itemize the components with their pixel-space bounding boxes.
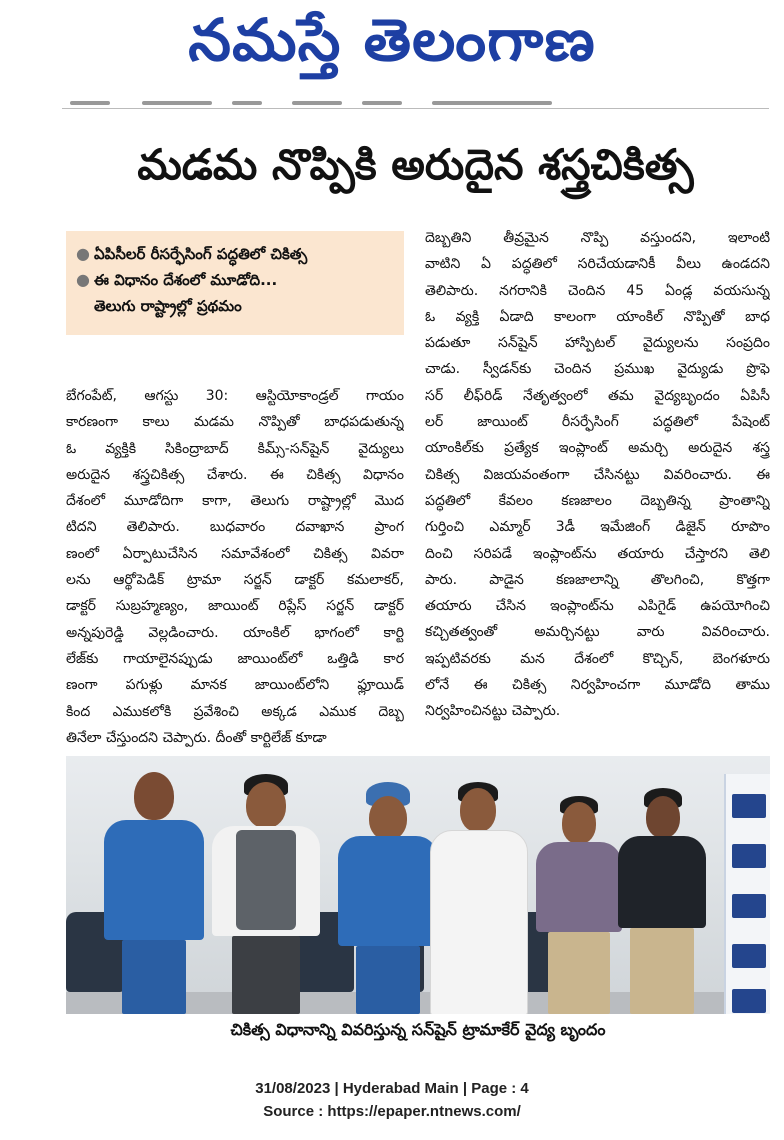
article-line: ణంగా పగుళ్లు మానక జాయింట్‌లోని ఫ్లూయిడ్	[66, 677, 404, 694]
article-line: గుర్తించి ఎమ్మార్ 3డీ ఇమేజింగ్ డిజైన్ రూపొం	[425, 519, 770, 536]
article-line: దేశంలో మూడోదిగా కాగా, తెలుగు రాష్ట్రాల్లో మొద	[66, 493, 404, 510]
banner-logo	[732, 844, 766, 868]
banner-logo	[732, 989, 766, 1013]
article-line: సర్ లీఫ్‌రిడ్ నేతృత్వంలో తమ వైద్యబృందం ఏపిసీ	[425, 387, 770, 404]
banner-logo	[732, 894, 766, 918]
article-column-left	[66, 383, 404, 751]
article-line: కింద ఎముకలోకి ప్రవేశించి అక్కడ ఎముక దెబ్బ	[66, 703, 404, 720]
article-line: నిర్వహించినట్టు చెప్పారు.	[425, 703, 561, 720]
article-line: పద్ధతిలో కేవలం కణజాలం దెబ్బతిన్న ప్రాంతాన్ని	[425, 492, 770, 509]
article-line: లోనే ఈ చికిత్స నిర్వహించగా మూడోది తాము	[425, 677, 770, 694]
article-line: దెబ్బతిని తీవ్రమైన నొప్పి వస్తుందని, ఇలాంటి	[425, 230, 770, 246]
article-line: డాక్టర్ సుబ్రహ్మణ్యం, జాయింట్ రిప్లేస్ సర్జన్ డాక్టర్	[66, 598, 404, 615]
divider	[62, 108, 769, 109]
article-line: తయారు చేసిన ఇంప్లాంట్‌ను ఎపిగైడ్ ఉపయోగించి	[425, 598, 770, 615]
article-line: తినేలా చేస్తుందని చెప్పారు. దీంతో కార్టిలేజ్ కూడా	[66, 729, 327, 746]
strip-mark	[232, 101, 262, 105]
article-line: ణంలో ఏర్పాటుచేసిన సమావేశంలో చికిత్స వివరా	[66, 545, 404, 562]
header-strip	[62, 95, 769, 111]
banner-logo	[732, 794, 766, 818]
article-line: లను ఆర్థోపెడిక్ ట్రామా సర్జన్ డాక్టర్ కమలాకర్,	[66, 572, 404, 589]
person-6	[614, 788, 710, 1014]
article-line: ఓ వ్యక్తి ఏడాది కాలంగా యాంకిల్ నొప్పితో బాధ	[425, 308, 770, 325]
strip-mark	[70, 101, 110, 105]
sponsor-banner	[724, 774, 770, 1014]
article-line: బేగంపేట్, ఆగస్టు 30: ఆస్టియోకాండ్రల్ గాయం	[66, 388, 404, 404]
article-line: పడుతూ సన్‌షైన్ హాస్పిటల్ వైద్యులను సంప్రదిం	[425, 335, 770, 352]
strip-mark	[362, 101, 402, 105]
highlight-item	[76, 267, 394, 293]
person-4	[428, 782, 528, 1014]
highlight-text: ఏపిసీలర్ రీసర్ఫేసింగ్ పద్ధతిలో చికిత్స	[94, 245, 308, 263]
strip-mark	[432, 101, 552, 105]
photo-caption: చికిత్స విధానాన్ని వివరిస్తున్న సన్‌షైన్ ట్రామాకేర్ వైద్య బృందం	[230, 1020, 606, 1039]
article-line: వాటిని ఏ పద్ధతిలో సరిచేయడానికీ వీలు ఉండదని	[425, 256, 770, 273]
page-footer	[0, 1077, 784, 1123]
article-line: అన్నపురెడ్డి వెల్లడించారు. యాంకిల్ భాగంలో కార్టి	[66, 624, 404, 641]
article-line: పారు. పాడైన కణజాలాన్ని తొలగించి, కొత్తగా	[425, 571, 770, 588]
newspaper-logo: నమస్తే తెలంగాణ	[188, 6, 596, 74]
article-line: కారణంగా కాలు మడమ నొప్పితో బాధపడుతున్న	[66, 414, 404, 431]
article-photo	[66, 756, 770, 1014]
person-2	[206, 768, 326, 1014]
article-line: చికిత్స విజయవంతంగా చేసినట్టు వివరించారు. ఈ	[425, 466, 770, 483]
article-line: యాంకిల్‌కు ప్రత్యేక ఇంప్లాంట్ అమర్చి అరుదైన శస్త్ర	[425, 440, 770, 457]
highlights-box	[66, 231, 404, 335]
highlight-text: ఈ విధానం దేశంలో మూడోది...	[94, 271, 278, 289]
banner-logo	[732, 944, 766, 968]
article-line: కచ్చితత్వంతో అమర్చినట్టు వారు వివరించారు.	[425, 624, 770, 641]
bullet-icon: ●	[76, 244, 90, 263]
person-1	[98, 764, 210, 1014]
masthead	[0, 0, 784, 80]
article-line: ఓ వ్యక్తికి సికింద్రాబాద్ కిమ్స్-సన్‌షైన్ వైద్యులు	[66, 440, 404, 457]
article-line: టిదని తెలిపారు. బుధవారం దవాఖాన ప్రాంగ	[66, 519, 404, 536]
strip-mark	[142, 101, 212, 105]
strip-mark	[292, 101, 342, 105]
article-headline: మడమ నొప్పికి అరుదైన శస్త్రచికిత్స	[137, 140, 694, 189]
article-line: దించి సరిపడే ఇంప్లాంట్‌ను తయారు చేస్తారని తెలి	[425, 545, 770, 562]
highlight-text: తెలుగు రాష్ట్రాల్లో ప్రథమం	[94, 297, 242, 315]
article-column-right	[425, 225, 770, 725]
article-line: లేజ్‌కు గాయాలైనప్పుడు జాయింట్‌లో ఒత్తిడి కార	[66, 650, 404, 667]
highlight-item	[76, 241, 394, 267]
highlight-item	[76, 293, 394, 319]
article-line: ఇప్పటివరకు మన దేశంలో కొచ్చిన్, బెంగళూరు	[425, 650, 770, 667]
article-line: తెలిపారు. నగరానికి చెందిన 45 ఏండ్ల వయసున్న	[425, 282, 770, 299]
footer-source-link[interactable]: Source : https://epaper.ntnews.com/	[263, 1103, 521, 1120]
article-line: లర్ జాయింట్ రీసర్ఫేసింగ్ పద్ధతిలో పేషెంట్	[425, 414, 770, 431]
article-line: చాడు. స్వీడన్‌కు చెందిన ప్రముఖ వైద్యుడు ప్రొఫె	[425, 361, 770, 378]
footer-edition-info: 31/08/2023 | Hyderabad Main | Page : 4	[255, 1080, 529, 1097]
person-5	[532, 796, 626, 1014]
article-line: అరుదైన శస్త్రచికిత్స చేశారు. ఈ చికిత్స విధానం	[66, 466, 404, 483]
bullet-icon: ●	[76, 270, 90, 289]
